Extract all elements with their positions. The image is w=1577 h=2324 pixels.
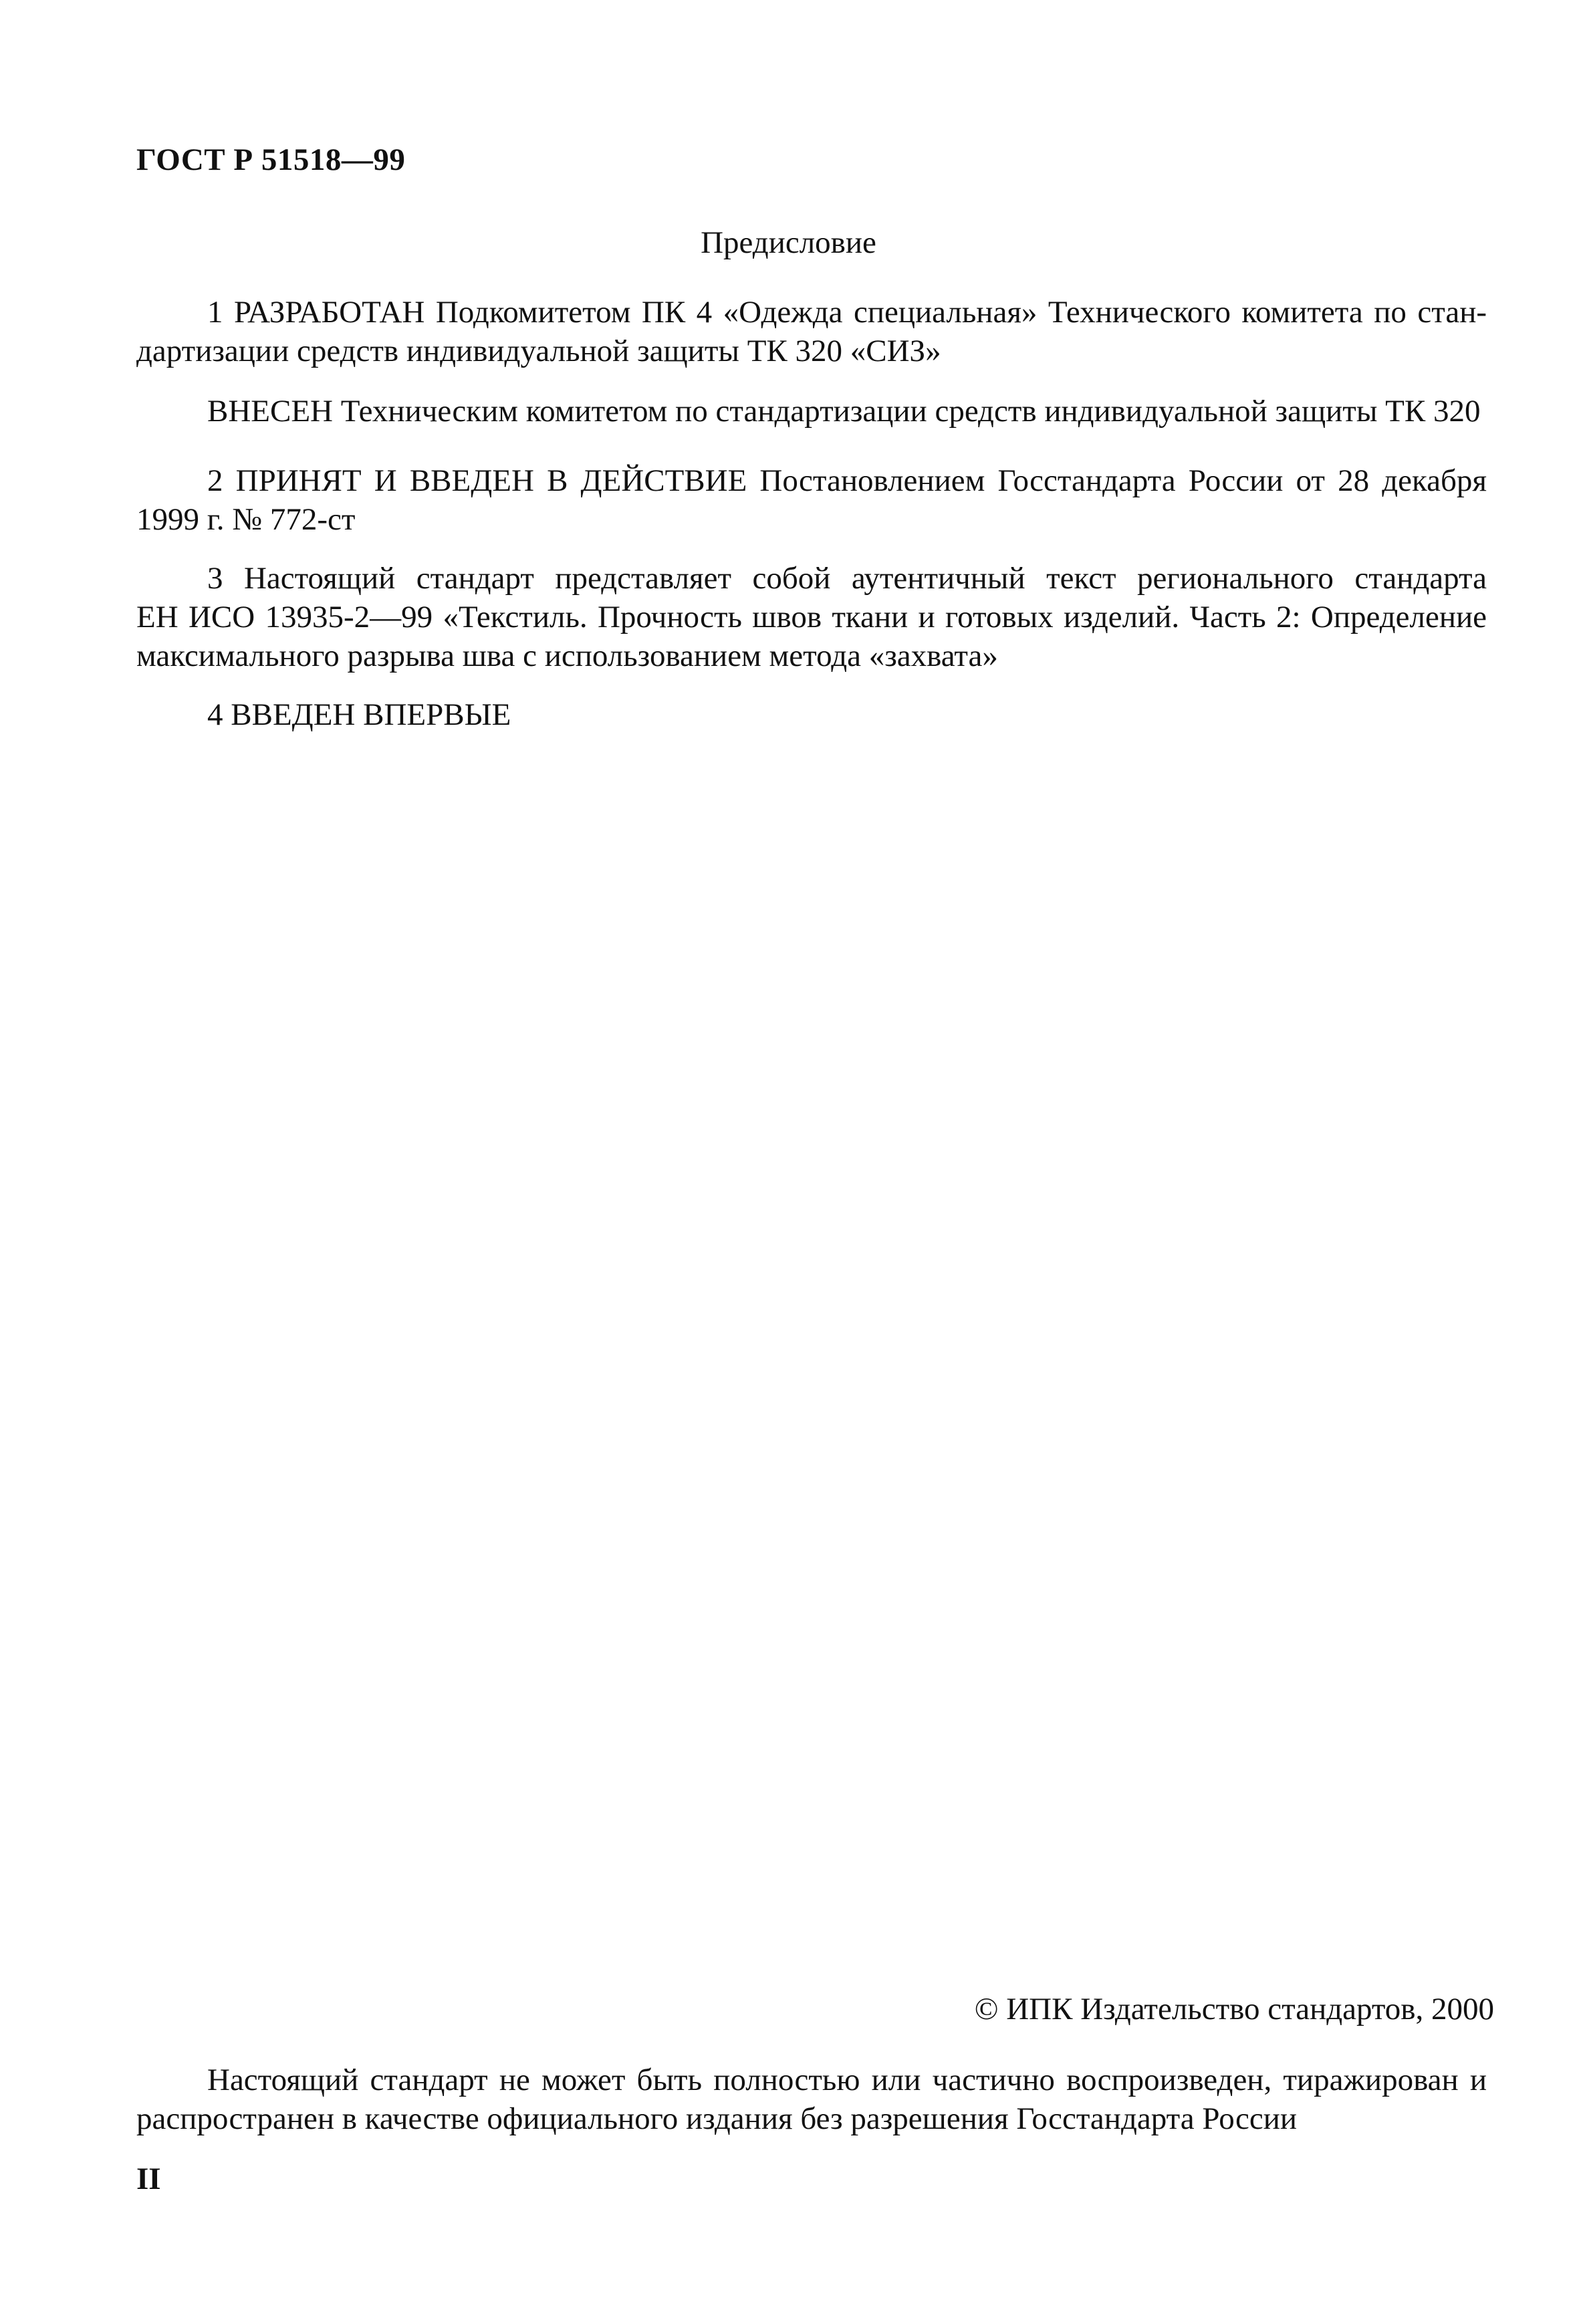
paragraph-line: ВНЕСЕН Техническим комитетом по стандартизации средств индивидуальной защиты ТК 320: [207, 394, 1481, 429]
paragraph-line: 4 ВВЕДЕН ВПЕРВЫЕ: [207, 697, 511, 732]
page-number: II: [136, 2162, 161, 2196]
section-heading: Предисловие: [701, 225, 876, 260]
paragraph-line: ЕН ИСО 13935-2—99 «Текстиль. Прочность швов ткани и готовых изделий. Часть 2: Определение: [136, 600, 1487, 634]
paragraph-developed-by: [136, 293, 1487, 370]
document-code: ГОСТ Р 51518—99: [136, 142, 406, 177]
paragraph-line: 3 Настоящий стандарт представляет собой аутентичный текст регионального стандарта: [207, 561, 1487, 596]
paragraph-line: 1999 г. № 772-ст: [136, 502, 356, 537]
paragraph-first-introduced: [136, 695, 1487, 734]
copyright-notice: © ИПК Издательство стандартов, 2000: [974, 1992, 1494, 2026]
paragraph-line: дартизации средств индивидуальной защиты ТК 320 «СИЗ»: [136, 334, 941, 368]
notice-line: распространен в качестве официального издания без разрешения Госстандарта России: [136, 2101, 1297, 2136]
paragraph-authentic-text: [136, 559, 1487, 675]
paragraph-line: максимального разрыва шва с использованием метода «захвата»: [136, 638, 998, 673]
paragraph-introduced-by: [136, 392, 1487, 431]
reproduction-notice: [136, 2061, 1487, 2138]
paragraph-line: 2 ПРИНЯТ И ВВЕДЕН В ДЕЙСТВИЕ Постановлением Госстандарта России от 28 декабря: [207, 463, 1487, 498]
paragraph-line: 1 РАЗРАБОТАН Подкомитетом ПК 4 «Одежда специальная» Технического комитета по стан-: [207, 295, 1487, 330]
notice-line: Настоящий стандарт не может быть полностью или частично воспроизведен, тиражирован и: [207, 2063, 1487, 2097]
paragraph-adopted: [136, 461, 1487, 539]
